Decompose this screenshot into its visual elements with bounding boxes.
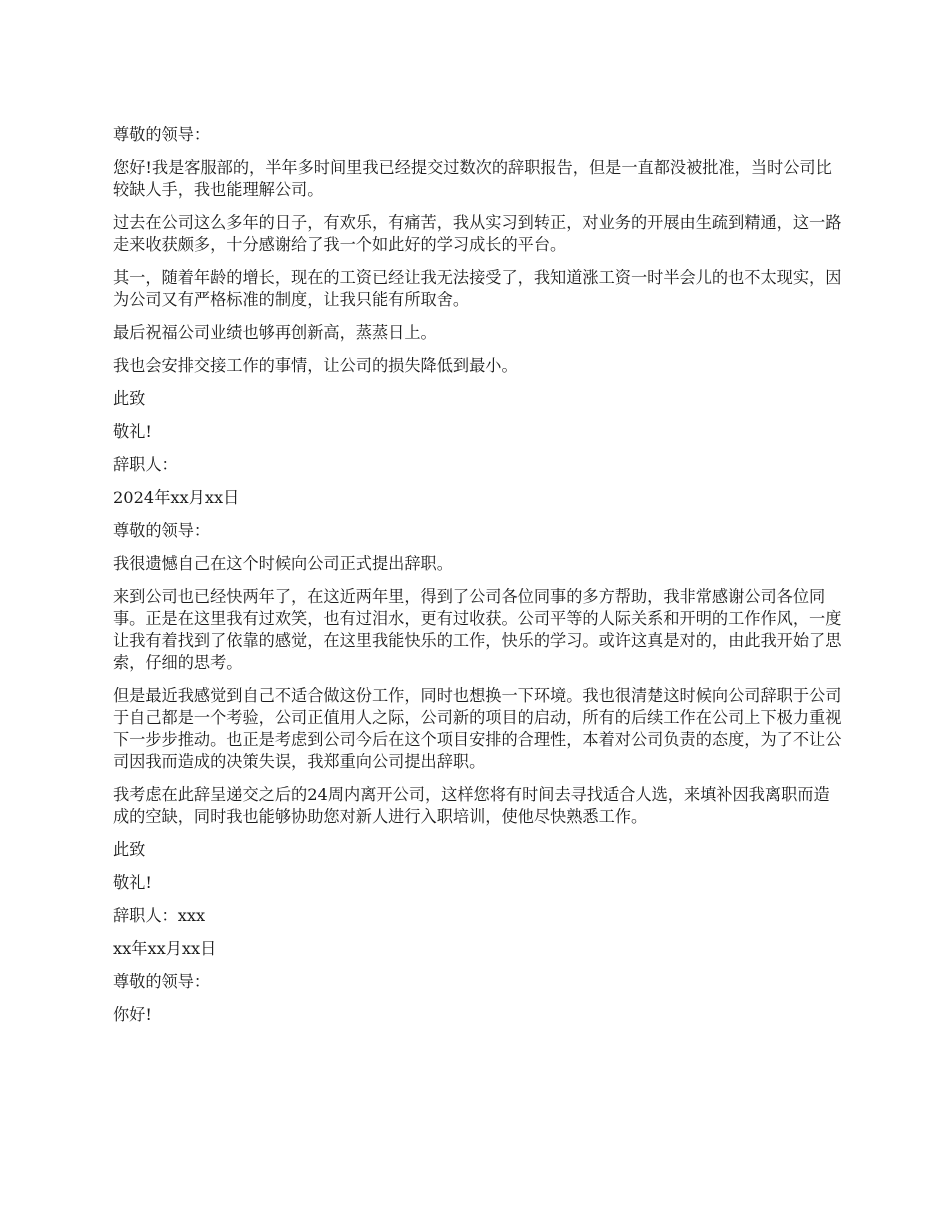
closing-1: 此致: [113, 389, 146, 408]
closing-2: 此致: [113, 840, 146, 859]
date-2: xx年xx月xx日: [113, 939, 217, 958]
letter2-paragraph-2: 来到公司也已经快两年了，在这近两年里，得到了公司各位同事的多方帮助，我非常感谢公司各位同事。正是在这里我有过欢笑，也有过泪水，更有过收获。公司平等的人际关系和开明的工作作风，一度让我有着找到了依靠的感觉，在这里我能快乐的工作，快乐的学习。或许这真是对的，由此我开始了思索，仔细的思考。: [113, 587, 842, 672]
letter2-paragraph-3: 但是最近我感觉到自己不适合做这份工作，同时也想换一下环境。我也很清楚这时候向公司辞职于公司于自己都是一个考验，公司正值用人之际，公司新的项目的启动，所有的后续工作在公司上下极力重视下一步步推动。也正是考虑到公司今后在这个项目安排的合理性，本着对公司负责的态度，为了不让公司因我而造成的决策失误，我郑重向公司提出辞职。: [113, 686, 842, 771]
regards-2: 敬礼!: [113, 873, 152, 892]
date-1: 2024年xx月xx日: [113, 488, 240, 507]
letter2-paragraph-4: 我考虑在此辞呈递交之后的24周内离开公司，这样您将有时间去寻找适合人选，来填补因我离职而造成的空缺，同时我也能够协助您对新人进行入职培训，使他尽快熟悉工作。: [113, 785, 830, 826]
signature-2: 辞职人：xxx: [113, 906, 206, 925]
letter1-paragraph-5: 我也会安排交接工作的事情，让公司的损失降低到最小。: [113, 356, 518, 375]
document-page: [113, 124, 843, 1037]
salutation-1: 尊敬的领导：: [113, 125, 211, 144]
letter1-paragraph-2: 过去在公司这么多年的日子，有欢乐，有痛苦，我从实习到转正，对业务的开展由生疏到精通，这一路走来收获颇多，十分感谢给了我一个如此好的学习成长的平台。: [113, 213, 842, 254]
signature-1: 辞职人：: [113, 455, 178, 474]
regards-1: 敬礼!: [113, 422, 152, 441]
letter2-paragraph-1: 我很遗憾自己在这个时候向公司正式提出辞职。: [113, 554, 453, 573]
letter1-paragraph-4: 最后祝福公司业绩也够再创新高，蒸蒸日上。: [113, 323, 437, 342]
letter1-paragraph-3: 其一，随着年龄的增长，现在的工资已经让我无法接受了，我知道涨工资一时半会儿的也不太现实，因为公司又有严格标准的制度，让我只能有所取舍。: [113, 268, 842, 309]
greeting-3: 你好!: [113, 1005, 152, 1024]
letter1-paragraph-1: 您好!我是客服部的，半年多时间里我已经提交过数次的辞职报告，但是一直都没被批准，当时公司比较缺人手，我也能理解公司。: [113, 158, 832, 199]
salutation-3: 尊敬的领导：: [113, 972, 211, 991]
salutation-2: 尊敬的领导：: [113, 521, 211, 540]
